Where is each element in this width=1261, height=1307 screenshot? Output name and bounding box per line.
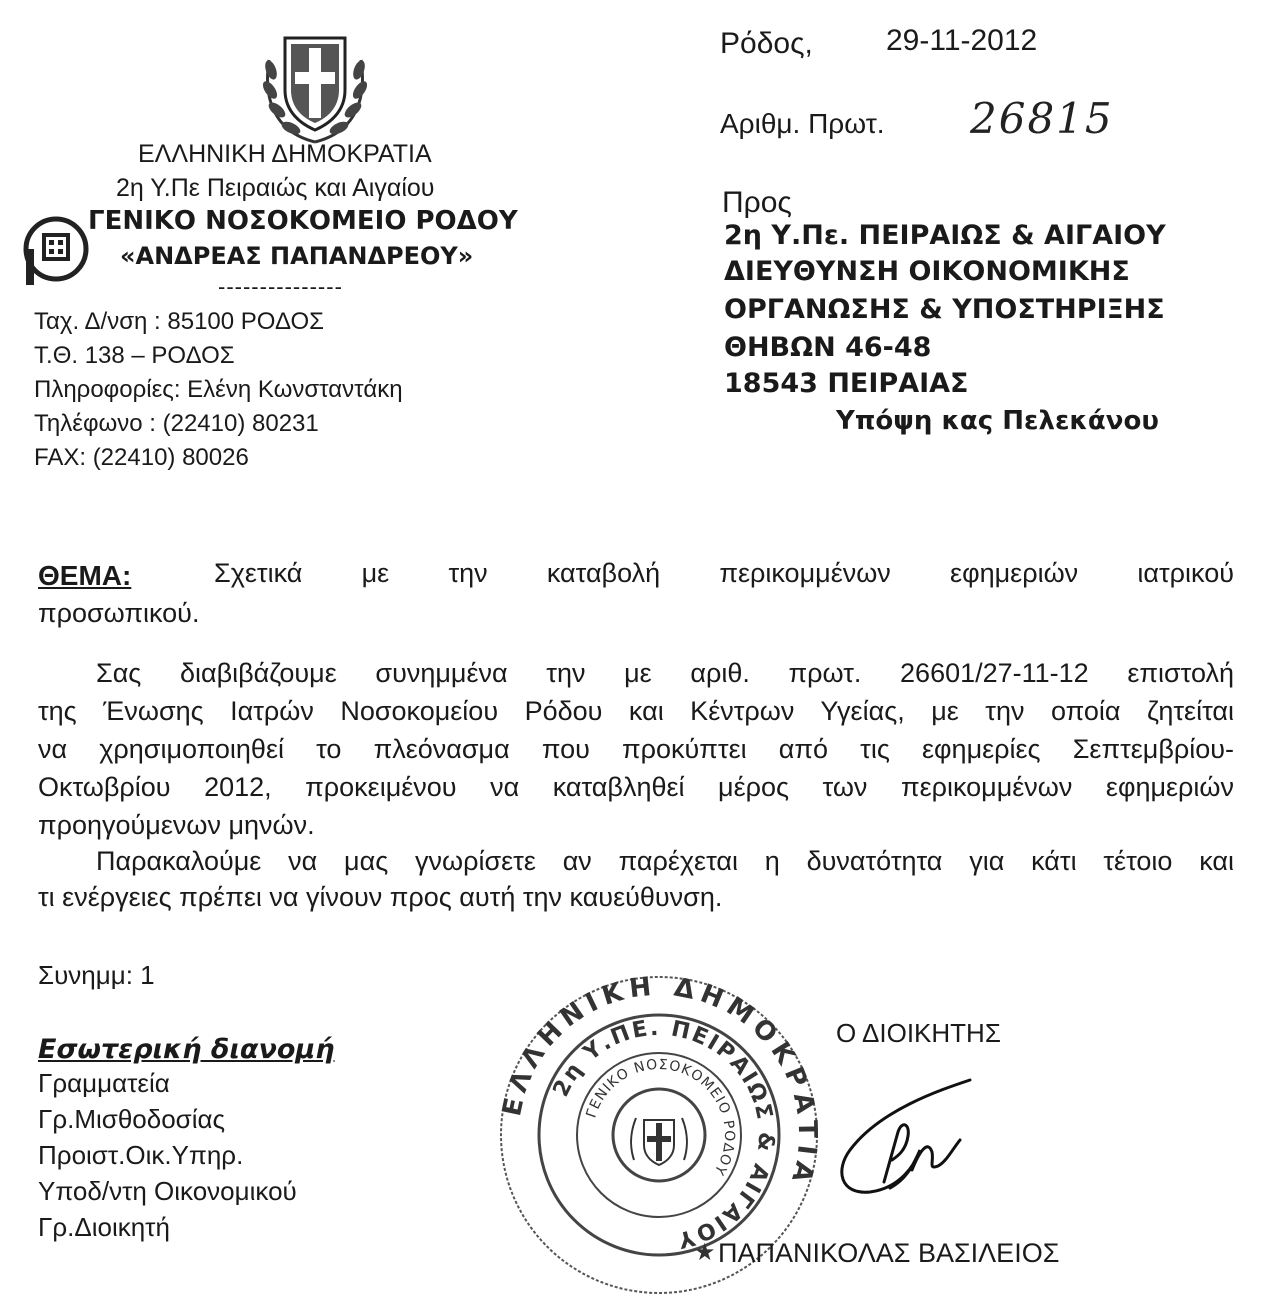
- para1-line-5: προηγούμενων μηνών.: [38, 810, 315, 840]
- po-box-line: Τ.Θ. 138 – ΡΟΔΟΣ: [34, 342, 235, 369]
- para2-line-1: Παρακαλούμε να μας γνωρίσετε αν παρέχεται η δυνατότητα για κάτι τέτοιο και: [96, 846, 1234, 876]
- distribution-item: Γρ.Διοικητή: [38, 1212, 170, 1242]
- protocol-label: Αριθμ. Πρωτ.: [720, 108, 885, 139]
- place: Ρόδος,: [720, 27, 813, 60]
- para2-line-2: τι ενέργειες πρέπει να γίνουν προς αυτή την καυεύθυνση.: [38, 882, 723, 912]
- handwritten-signature: [820, 1070, 1000, 1210]
- to-label: Προς: [722, 186, 792, 219]
- recipient-line-1: 2η Υ.Πε. ΠΕΙΡΑΙΩΣ & ΑΙΓΑΙΟΥ: [724, 220, 1166, 251]
- hospital-logo-icon: [22, 215, 90, 287]
- header-separator: ---------------: [218, 274, 343, 299]
- subject-label: ΘΕΜΑ:: [38, 560, 132, 591]
- date: 29-11-2012: [886, 24, 1038, 57]
- signatory-name: ΠΑΠΑΝΙΚΟΛΑΣ ΒΑΣΙΛΕΙΟΣ: [718, 1238, 1060, 1268]
- signatory-role: Ο ΔΙΟΙΚΗΤΗΣ: [836, 1018, 1001, 1048]
- info-line: Πληροφορίες: Ελένη Κωνσταντάκη: [34, 376, 403, 403]
- stamp-middle-text: 2η Υ.ΠΕ. ΠΕΙΡΑΙΩΣ & ΑΙΓΑΙΟΥ: [548, 1015, 779, 1253]
- protocol-number: 26815: [970, 94, 1114, 143]
- recipient-line-5: 18543 ΠΕΙΡΑΙΑΣ: [724, 368, 969, 399]
- stamp-inner-text: ΓΕΝΙΚΟ ΝΟΣΟΚΟΜΕΙΟ ΡΟΔΟΥ: [583, 1056, 738, 1179]
- para1-line-1: Σας διαβιβάζουμε συνημμένα την με αριθ. πρωτ. 26601/27-11-12 επιστολή: [96, 658, 1234, 688]
- republic-heading: ΕΛΛΗΝΙΚΗ ΔΗΜΟΚΡΑΤΙΑ: [138, 140, 432, 168]
- distribution-item: Υποδ/ντη Οικονομικού: [38, 1176, 297, 1206]
- region-heading: 2η Υ.Πε Πειραιώς και Αιγαίου: [116, 174, 435, 202]
- fax-line: FAX: (22410) 80026: [34, 444, 249, 471]
- recipient-line-3: ΟΡΓΑΝΩΣΗΣ & ΥΠΟΣΤΗΡΙΞΗΣ: [724, 294, 1165, 325]
- hospital-name-sub: «ΑΝΔΡΕΑΣ ΠΑΠΑΝΔΡΕΟΥ»: [120, 242, 474, 270]
- recipient-line-4: ΘΗΒΩΝ 46-48: [724, 332, 932, 363]
- attention-line: Υπόψη κας Πελεκάνου: [836, 406, 1159, 436]
- hospital-name: ΓΕΝΙΚΟ ΝΟΣΟΚΟΜΕΙΟ ΡΟΔΟΥ: [88, 206, 518, 236]
- signature-star-icon: ★: [694, 1239, 716, 1266]
- distribution-item: Προιστ.Οικ.Υπηρ.: [38, 1140, 244, 1170]
- coat-of-arms-icon: [255, 20, 375, 148]
- distribution-title: Εσωτερική διανομή: [38, 1034, 335, 1065]
- attachments-line: Συνημμ: 1: [38, 960, 155, 990]
- para1-line-4: Οκτωβρίου 2012, προκειμένου να καταβληθεί μέρος των περικομμένων εφημεριών: [38, 772, 1234, 802]
- stamp-emblem-icon: [631, 1118, 687, 1165]
- recipient-line-2: ΔΙΕΥΘΥΝΣΗ ΟΙΚΟΝΟΜΙΚΗΣ: [724, 256, 1130, 287]
- subject-line-1: Σχετικά με την καταβολή περικομμένων εφημεριών ιατρικού: [214, 558, 1234, 588]
- distribution-item: Γρ.Μισθοδοσίας: [38, 1104, 226, 1134]
- para1-line-3: να χρησιμοποιηθεί το πλεόνασμα που προκύπτει από τις εφημερίες Σεπτεμβρίου-: [38, 734, 1234, 764]
- para1-line-2: της Ένωσης Ιατρών Νοσοκομείου Ρόδου και Κέντρων Υγείας, με την οποία ζητείται: [38, 696, 1234, 726]
- phone-line: Τηλέφωνο : (22410) 80231: [34, 410, 319, 437]
- stamp-outer-text: ΕΛΛΗΝΙΚΗ ΔΗΜΟΚΡΑΤΙΑ: [497, 971, 823, 1192]
- subject-line-2: προσωπικού.: [38, 598, 200, 628]
- distribution-item: Γραμματεία: [38, 1068, 170, 1098]
- address-line: Ταχ. Δ/νση : 85100 ΡΟΔΟΣ: [34, 308, 324, 335]
